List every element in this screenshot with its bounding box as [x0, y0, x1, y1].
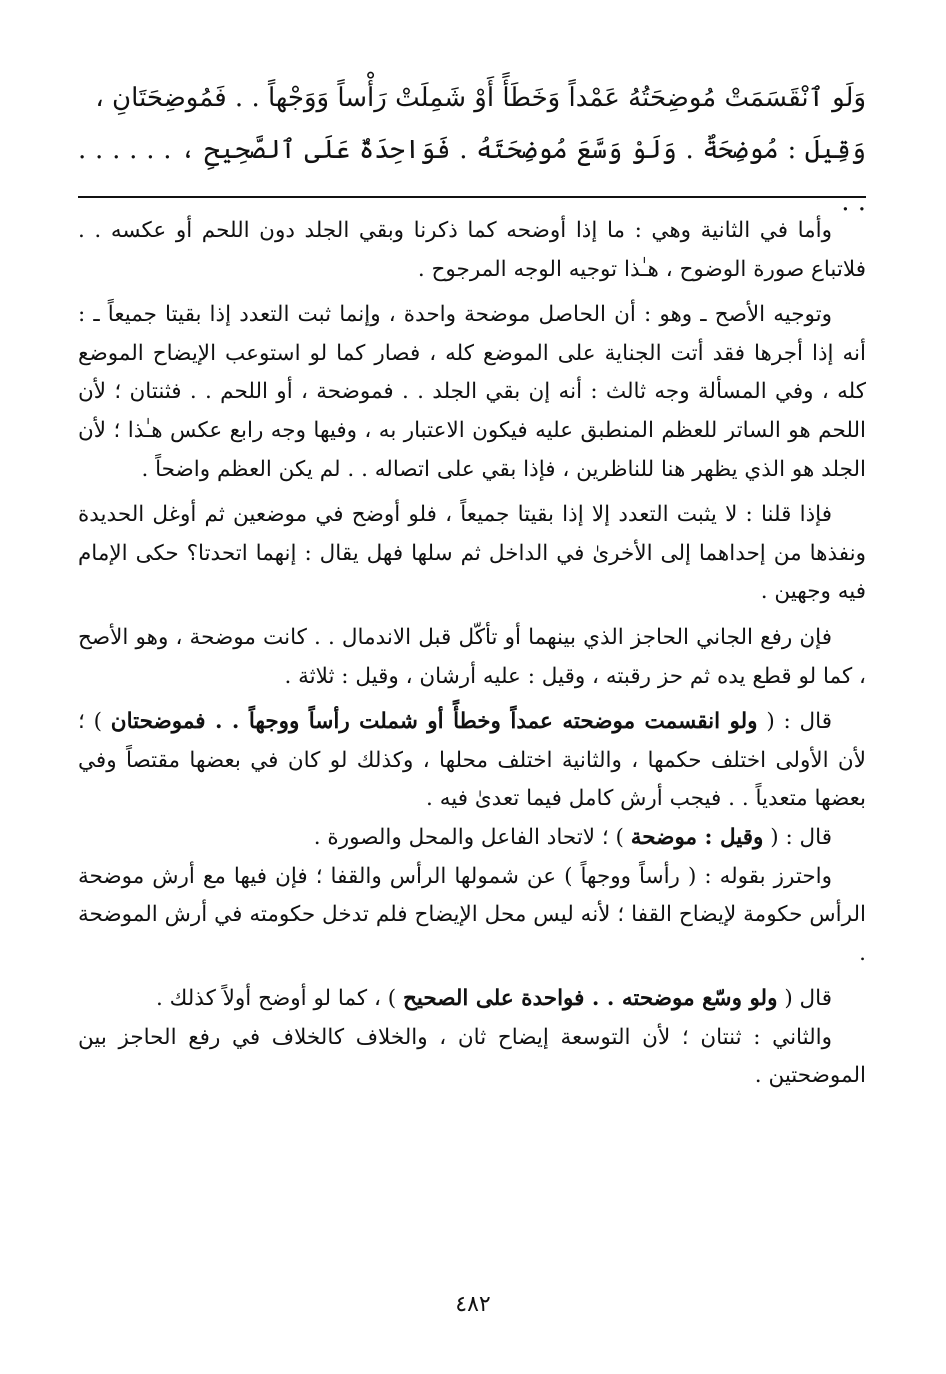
matn-line: وَلَو ٱنْقَسَمَتْ مُوضِحَتُهُ عَمْداً وَخَطَأً أَوْ شَمِلَتْ رَأْساً وَوَجْهاً . . فَمُوضِحَتَانِ ،	[95, 83, 866, 113]
quote-rest: ) ، كما لو أوضح أولاً كذلك .	[155, 986, 403, 1012]
page-number: ٤٨٢	[455, 1292, 491, 1317]
commentary-text	[78, 212, 866, 1103]
quote-open: قال : (	[757, 709, 832, 735]
quote-rest: ) ؛ لاتحاد الفاعل والمحل والصورة .	[313, 824, 631, 850]
quoted-matn: وقيل : موضحة	[630, 824, 764, 850]
quote-open: قال : (	[763, 824, 832, 850]
matn-text	[78, 72, 866, 228]
commentary-paragraph	[78, 980, 866, 1019]
commentary-paragraph: وتوجيه الأصح ـ وهو : أن الحاصل موضحة واحدة ، وإنما ثبت التعدد إذا بقيتا جميعاً ـ : أنه إذا أجرها فقد أتت الجناية على الموضع كله ، فصار كما لو استوعب الإيضاح الموضع كله ، وفي المسألة وجه ثالث : أنه إن بقي الجلد . . فموضحة ، أو اللحم . . فثنتان ؛ لأن اللحم هو الساتر للعظم المنطبق عليه فيكون الاعتبار به ، وفيها وجه رابع عكس هـٰذا ؛ لأن الجلد هو الذي يظهر هنا للناظرين ، فإذا بقي على اتصاله . . لم يكن العظم واضحاً .	[78, 302, 866, 482]
commentary-paragraph: والثاني : ثنتان ؛ لأن التوسعة إيضاح ثان ، والخلاف كالخلاف في رفع الحاجز بين الموضحتين .	[78, 1024, 866, 1089]
quoted-matn: ولو وسّع موضحته . . فواحدة على الصحيح	[402, 986, 778, 1012]
separator-rule	[78, 196, 866, 198]
quoted-matn: ولو انقسمت موضحته عمداً وخطأً أو شملت رأساً ووجهاً . . فموضحتان	[110, 709, 758, 735]
commentary-paragraph	[78, 703, 866, 819]
commentary-paragraph: فإذا قلنا : لا يثبت التعدد إلا إذا بقيتا جميعاً ، فلو أوضح في موضعين ثم أوغل الحديدة ونفذها من إحداهما إلى الأخرىٰ في الداخل ثم سلها فهل يقال : إنهما اتحدتا؟ حكى الإمام فيه وجهين .	[78, 502, 866, 605]
quote-open: قال (	[777, 986, 832, 1012]
commentary-paragraph: واحترز بقوله : ( رأساً ووجهاً ) عن شمولها الرأس والقفا ؛ فإن فيها مع أرش موضحة الرأس حكومة لإيضاح القفا ؛ لأنه ليس محل الإيضاح فلم تدخل حكومته في أرش الموضحة .	[78, 863, 866, 966]
quote-rest: ) ؛ لأن الأولى اختلف حكمها ، والثانية اختلف محلها ، وكذلك لو كان في بعضها مقتصاً وفي بعضها متعدياً . . فيجب أرش كامل فيما تعدىٰ فيه .	[78, 709, 866, 812]
matn-line: وَقِيلَ : مُوضِحَةٌ . وَلَوْ وَسَّعَ مُوضِحَتَهُ . فَوَاحِدَةٌ عَلَى ٱلصَّحِيحِ ، . . . . . . . .	[78, 135, 866, 217]
commentary-paragraph: فإن رفع الجاني الحاجز الذي بينهما أو تأكّل قبل الاندمال . . كانت موضحة ، وهو الأصح ، كما لو قطع يده ثم حز رقبته ، وقيل : عليه أرشان ، وقيل : ثلاثة .	[78, 624, 866, 689]
commentary-paragraph: وأما في الثانية وهي : ما إذا أوضحه كما ذكرنا وبقي الجلد دون اللحم أو عكسه . . فلاتباع صورة الوضوح ، هـٰذا توجيه الوجه المرجوح .	[78, 218, 866, 282]
commentary-paragraph	[78, 819, 866, 858]
